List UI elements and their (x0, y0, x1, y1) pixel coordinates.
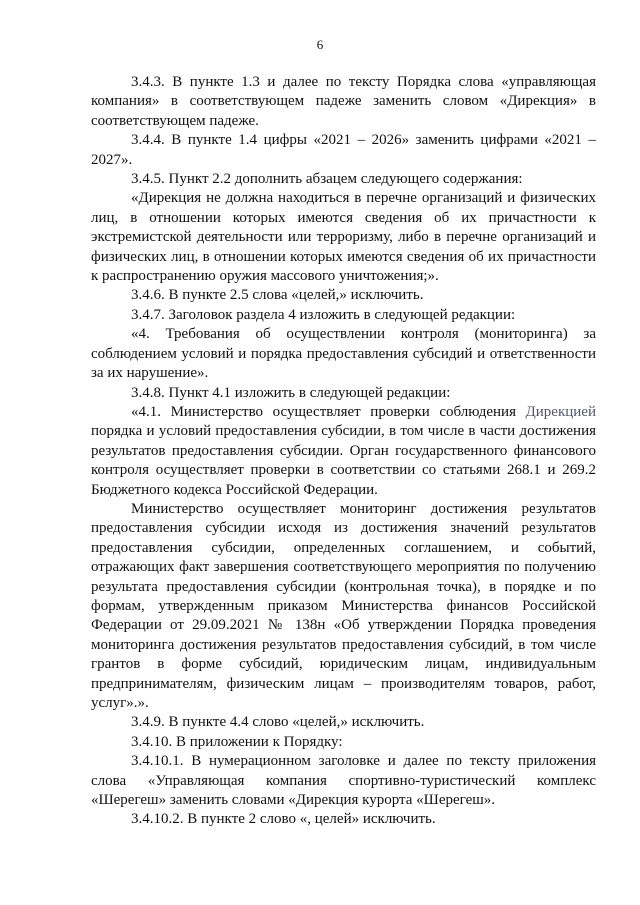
paragraph-quote-4-1-start: «4.1. Министерство осуществляет проверки соблюдения (131, 403, 526, 420)
paragraph-3-4-10-1: 3.4.10.1. В нумерационном заголовке и далее по тексту приложения слова «Управляющая компания спортивно-туристический комплекс «Шерегеш» заменить словами «Дирекция курорта «Шерегеш». (91, 753, 596, 809)
page-number: 6 (316, 37, 324, 52)
paragraph-quote-section-4-title: «4. Требования об осуществлении контроля (мониторинга) за соблюдением условий и порядка предоставления субсидий и ответственности за их нарушение». (91, 326, 596, 382)
document-body (91, 73, 596, 830)
paragraph-quote-4-1-end: порядка и условий предоставления субсидии, в том числе в части достижения результатов предоставления субсидии. Орган государственного финансового контроля осуществляет проверки в соответствии со статьями 268.1 и 269.2 Бюджетного кодекса Российской Федерации. (91, 423, 596, 498)
paragraph-quote-4-1 (91, 403, 596, 500)
paragraph-quote-2-2: «Дирекция не должна находиться в перечне организаций и физических лиц, в отношении которых имеются сведения об их причастности к экстремистской деятельности или терроризму, либо в перечне организаций и физических лиц, в отношении которых имеются сведения об их причастности к распространению оружия массового уничтожения;». (91, 190, 596, 285)
paragraph-3-4-10: 3.4.10. В приложении к Порядку: (131, 733, 343, 750)
paragraph-monitoring: Министерство осуществляет мониторинг достижения результатов предоставления субсидии исходя из достижения значений результатов предоставления субсидии, определенных соглашением, и событий, отражающих факт завершения соответствующего мероприятия по получению результата предоставления субсидии (контрольная точка), в порядке и по формам, утвержденным приказом Министерства финансов Российской Федерации от 29.09.2021 № 138н «Об утверждении Порядка проведения мониторинга достижения результатов предоставления субсидий, в том числе грантов в форме субсидий, юридическим лицам, индивидуальным предпринимателям, физическим лицам – производителям товаров, работ, услуг».». (91, 500, 596, 711)
paragraph-3-4-5: 3.4.5. Пункт 2.2 дополнить абзацем следующего содержания: (131, 171, 523, 188)
paragraph-3-4-10-2: 3.4.10.2. В пункте 2 слово «, целей» исключить. (131, 811, 436, 828)
paragraph-3-4-8: 3.4.8. Пункт 4.1 изложить в следующей редакции: (131, 384, 451, 401)
paragraph-3-4-3: 3.4.3. В пункте 1.3 и далее по тексту Порядка слова «управляющая компания» в соответствующем падеже заменить словом «Дирекция» в соответствующем падеже. (91, 74, 596, 129)
paragraph-3-4-9: 3.4.9. В пункте 4.4 слово «целей,» исключить. (131, 714, 425, 731)
paragraph-3-4-6: 3.4.6. В пункте 2.5 слова «целей,» исключить. (131, 287, 424, 304)
paragraph-3-4-7: 3.4.7. Заголовок раздела 4 изложить в следующей редакции: (131, 306, 516, 323)
paragraph-3-4-4: 3.4.4. В пункте 1.4 цифры «2021 – 2026» заменить цифрами «2021 – 2027». (91, 132, 596, 168)
highlighted-word: Дирекцией (525, 403, 596, 420)
